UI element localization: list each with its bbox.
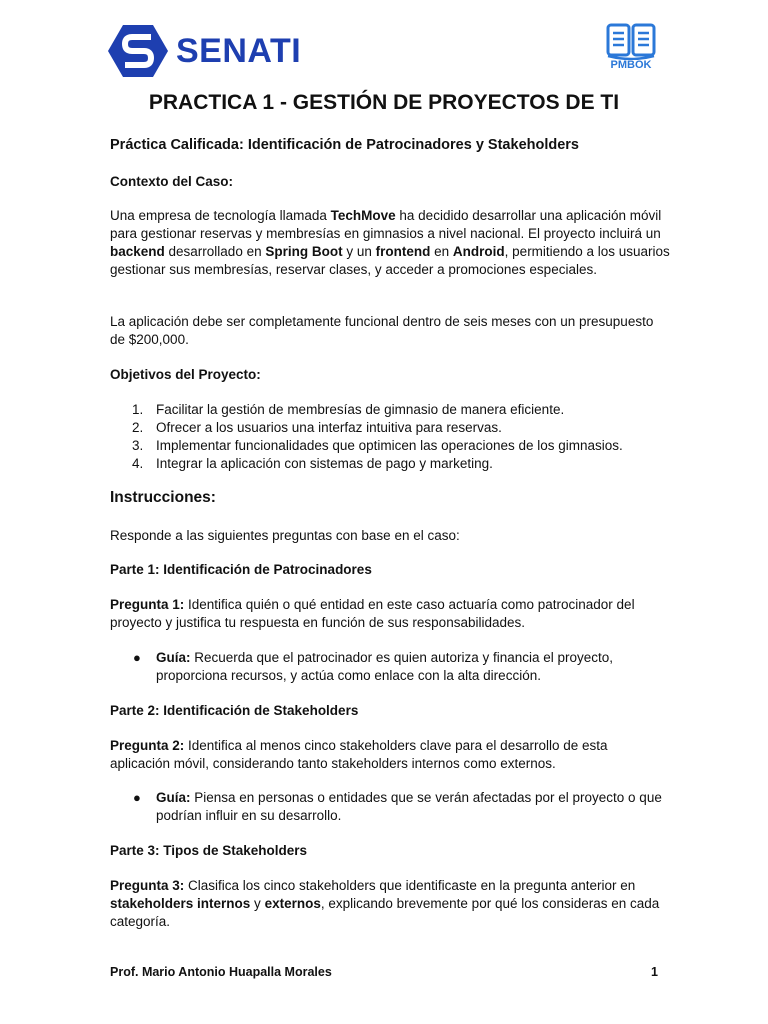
list-number: 4. xyxy=(132,456,144,471)
open-book-icon xyxy=(604,22,658,60)
guia-label: Guía: xyxy=(156,790,191,805)
bold-term: Spring Boot xyxy=(265,244,343,259)
bullet-icon: ● xyxy=(133,790,141,805)
bullet-icon: ● xyxy=(133,650,141,665)
contexto-heading: Contexto del Caso: xyxy=(110,174,234,189)
question-text: Identifica al menos cinco stakeholders clave para el desarrollo de esta aplicación móvil, considerando tanto stakeholders internos como externos. xyxy=(110,738,608,771)
guia-label: Guía: xyxy=(156,650,191,665)
instrucciones-heading: Instrucciones: xyxy=(110,489,216,506)
list-item xyxy=(110,401,680,419)
text-run: , permitiendo a los usuarios gestionar sus membresías, reservar clases, y acceder a promociones especiales. xyxy=(110,244,670,277)
pmbok-logo xyxy=(604,22,658,74)
list-item-text: Facilitar la gestión de membresías de gimnasio de manera eficiente. xyxy=(156,402,565,417)
question-text: Identifica quién o qué entidad en este caso actuaría como patrocinador del proyecto y justifica tu respuesta en función de sus responsabilidades. xyxy=(110,597,635,630)
page-number: 1 xyxy=(651,965,658,979)
parte3-heading: Parte 3: Tipos de Stakeholders xyxy=(110,843,308,858)
bold-term: backend xyxy=(110,244,165,259)
parte1-heading: Parte 1: Identificación de Patrocinadores xyxy=(110,562,372,577)
question-label: Pregunta 1: xyxy=(110,597,185,612)
text-run: Clasifica los cinco stakeholders que identificaste en la pregunta anterior en xyxy=(184,878,636,893)
objetivos-heading: Objetivos del Proyecto: xyxy=(110,367,261,382)
contexto-paragraph-2: La aplicación debe ser completamente funcional dentro de seis meses con un presupuesto de $200,000. xyxy=(110,314,654,347)
text-run: y un xyxy=(342,244,376,259)
pregunta-1 xyxy=(110,596,670,632)
list-item xyxy=(110,437,680,455)
guia-1 xyxy=(110,649,670,685)
company-name: TechMove xyxy=(330,208,396,223)
question-label: Pregunta 2: xyxy=(110,738,185,753)
list-item-text: Implementar funcionalidades que optimicen las operaciones de los gimnasios. xyxy=(156,438,623,453)
bold-term: Android xyxy=(452,244,505,259)
page-footer xyxy=(110,964,658,980)
list-number: 1. xyxy=(132,402,144,417)
senati-logo xyxy=(108,22,301,80)
document-subtitle: Práctica Calificada: Identificación de Patrocinadores y Stakeholders xyxy=(110,137,579,153)
list-item xyxy=(110,455,680,473)
guia-text: Piensa en personas o entidades que se verán afectadas por el proyecto o que podrían influir en su desarrollo. xyxy=(156,790,662,823)
text-run: desarrollado en xyxy=(164,244,266,259)
document-title: PRACTICA 1 - GESTIÓN DE PROYECTOS DE TI xyxy=(148,91,620,114)
bold-term: frontend xyxy=(375,244,431,259)
footer-author: Prof. Mario Antonio Huapalla Morales xyxy=(110,965,332,979)
list-item-text: Integrar la aplicación con sistemas de pago y marketing. xyxy=(156,456,493,471)
pregunta-2 xyxy=(110,737,670,773)
text-run: y xyxy=(250,896,265,911)
parte2-heading: Parte 2: Identificación de Stakeholders xyxy=(110,703,359,718)
list-item-text: Ofrecer a los usuarios una interfaz intuitiva para reservas. xyxy=(156,420,502,435)
bold-term: stakeholders internos xyxy=(110,896,251,911)
pmbok-logo-text: PMBOK xyxy=(610,59,652,71)
text-run: Una empresa de tecnología llamada xyxy=(110,208,331,223)
guia-2 xyxy=(110,789,670,825)
instrucciones-intro: Responde a las siguientes preguntas con base en el caso: xyxy=(110,528,460,543)
objetivos-list xyxy=(110,401,680,473)
question-label: Pregunta 3: xyxy=(110,878,185,893)
pregunta-3 xyxy=(110,877,670,931)
contexto-paragraph-1 xyxy=(110,207,670,279)
bold-term: externos xyxy=(264,896,321,911)
text-run: ha decidido desarrollar una aplicación móvil para gestionar reservas y membresías en gimnasios a nivel nacional. El proyecto incluirá un xyxy=(110,208,662,241)
senati-logo-text: SENATI xyxy=(176,32,302,70)
list-number: 2. xyxy=(132,420,144,435)
list-item xyxy=(110,419,680,437)
list-number: 3. xyxy=(132,438,144,453)
guia-text: Recuerda que el patrocinador es quien autoriza y financia el proyecto, proporciona recursos, y actúa como enlace con la alta dirección. xyxy=(156,650,614,683)
text-run: , explicando brevemente por qué los consideras en cada categoría. xyxy=(110,896,660,929)
senati-emblem-icon xyxy=(108,23,168,79)
text-run: en xyxy=(430,244,453,259)
